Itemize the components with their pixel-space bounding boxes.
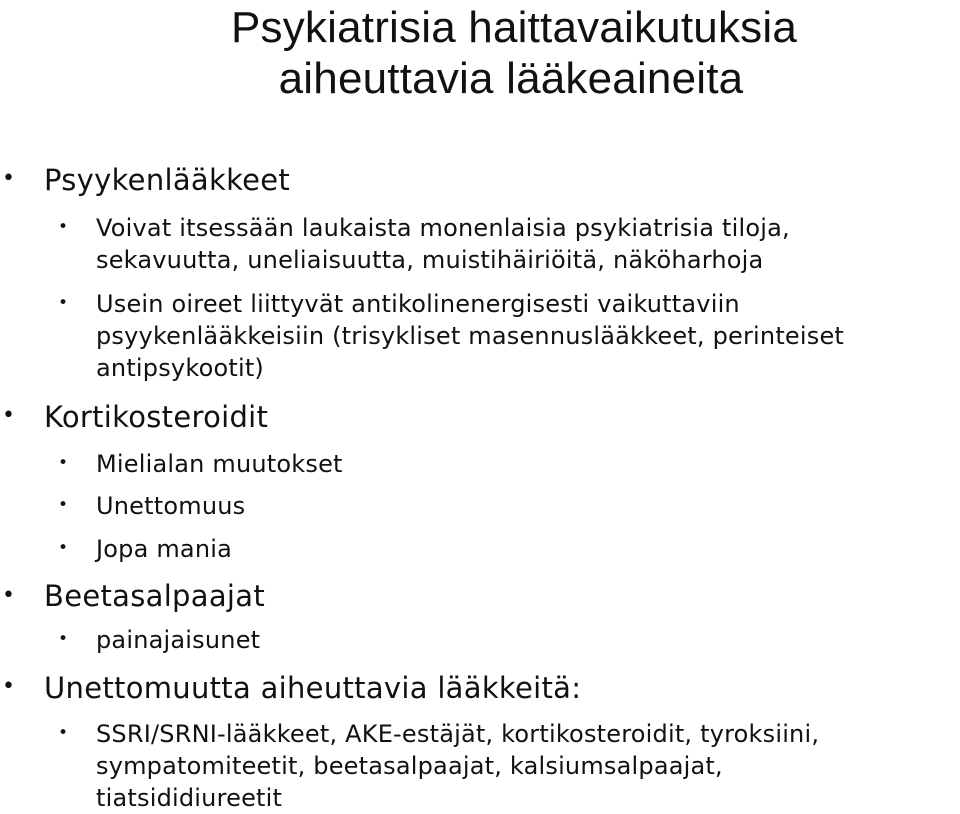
list-item-line: psyykenlääkkeisiin (trisykliset masennuslääkkeet, perinteiset [96, 322, 845, 350]
section-heading: Kortikosteroidit [44, 400, 269, 434]
bullet-icon: • [58, 629, 69, 649]
bullet-icon: • [58, 217, 69, 237]
bullet-icon: • [58, 293, 69, 313]
list-item-line: antipsykootit) [96, 354, 264, 382]
list-item [96, 490, 245, 522]
bullet-icon: • [58, 495, 69, 515]
bullet-icon: • [2, 583, 15, 608]
bullet-icon: • [2, 403, 15, 428]
list-item-line: Jopa mania [96, 535, 233, 563]
list-item [96, 624, 260, 656]
title-line-1: Psykiatrisia haittavaikutuksia [230, 3, 797, 52]
section-heading: Psyykenlääkkeet [44, 163, 291, 197]
list-item-line: sekavuutta, uneliaisuutta, muistihäiriöitä, näköharhoja [96, 246, 764, 274]
title-line-2: aiheuttavia lääkeaineita [278, 54, 744, 103]
list-item-line: painajaisunet [96, 626, 261, 654]
list-item [96, 718, 819, 814]
bullet-icon: • [2, 674, 15, 699]
list-item-line: sympatomiteetit, beetasalpaajat, kalsiumsalpaajat, [96, 752, 723, 780]
list-item-line: tiatsididiureetit [96, 784, 283, 812]
list-item [96, 288, 844, 384]
bullet-icon: • [58, 538, 69, 558]
list-item-line: Mielialan muutokset [96, 450, 343, 478]
list-item-line: Unettomuus [96, 492, 246, 520]
bullet-icon: • [2, 166, 15, 191]
list-item [96, 448, 343, 480]
list-item [96, 533, 232, 565]
bullet-icon: • [58, 453, 69, 473]
list-item-line: Usein oireet liittyvät antikolinenergisesti vaikuttaviin [96, 290, 740, 318]
list-item-line: SSRI/SRNI-lääkkeet, AKE-estäjät, kortikosteroidit, tyroksiini, [96, 720, 820, 748]
section-heading: Beetasalpaajat [44, 579, 266, 613]
list-item-line: Voivat itsessään laukaista monenlaisia psykiatrisia tiloja, [96, 214, 790, 242]
section-heading: Unettomuutta aiheuttavia lääkkeitä: [44, 671, 582, 705]
list-item [96, 212, 790, 276]
bullet-icon: • [58, 723, 69, 743]
